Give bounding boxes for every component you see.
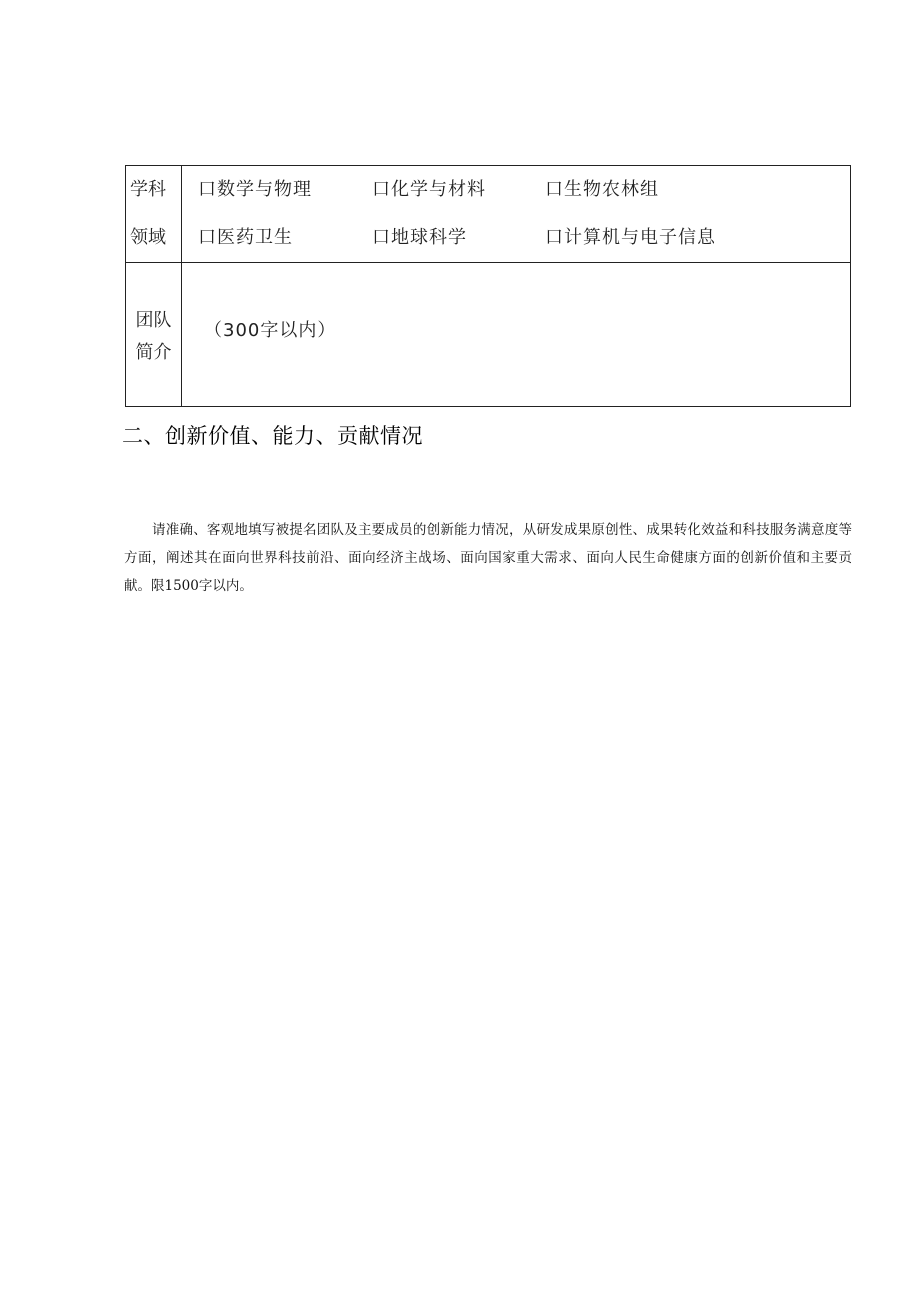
team-intro-input-cell[interactable]: [182, 263, 851, 407]
subject-field-options: [182, 178, 850, 250]
team-intro-label: [126, 301, 181, 369]
subject-field-label: [126, 178, 181, 250]
subject-field-label-line2: 领域: [130, 227, 166, 248]
option-chemistry-materials[interactable]: 口化学与材料: [372, 179, 486, 200]
option-biology-agriculture-forestry[interactable]: 口生物农林组: [545, 179, 659, 200]
team-intro-label-line1: 团队: [135, 309, 172, 331]
team-intro-hint: （300字以内）: [204, 319, 337, 341]
team-intro-label-line2: 简介: [135, 341, 172, 363]
team-intro-row: [126, 263, 851, 407]
subject-field-row: [126, 166, 851, 263]
option-math-physics[interactable]: 口数学与物理: [198, 179, 312, 200]
subject-field-options-cell: [182, 166, 851, 263]
section-heading: 二、创新价值、能力、贡献情况: [122, 424, 423, 448]
subject-field-label-line1: 学科: [130, 179, 166, 200]
option-earth-science[interactable]: 口地球科学: [372, 227, 467, 248]
section-instructions: 请准确、客观地填写被提名团队及主要成员的创新能力情况，从研发成果原创性、成果转化效益和科技服务满意度等方面，阐述其在面向世界科技前沿、面向经济主战场、面向国家重大需求、面向人民生命健康方面的创新价值和主要贡献。限1500字以内。: [124, 522, 852, 594]
nomination-form-table: [125, 165, 851, 407]
subject-field-label-cell: [126, 166, 182, 263]
option-computer-electronics[interactable]: 口计算机与电子信息: [545, 227, 716, 248]
option-medicine-health[interactable]: 口医药卫生: [198, 227, 293, 248]
team-intro-label-cell: [126, 263, 182, 407]
